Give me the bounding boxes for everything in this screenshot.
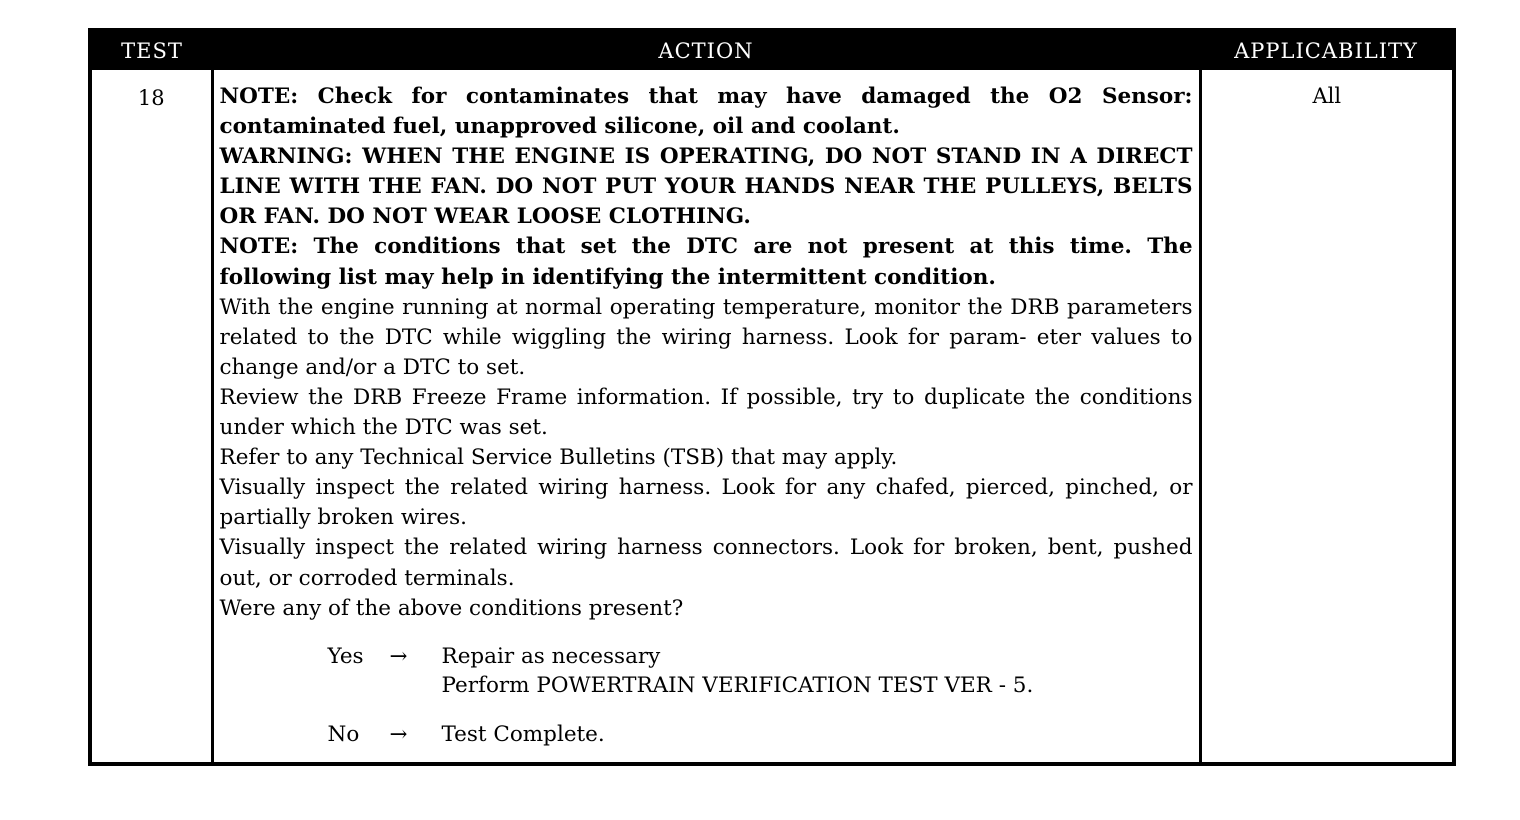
outcome-yes-result [442, 642, 1034, 700]
outcome-no [328, 720, 1193, 749]
step-review-freeze-frame: Review the DRB Freeze Frame information. If possible, try to duplicate the conditions under which the DTC was set. [219, 384, 1193, 441]
outcome-yes-line: Perform POWERTRAIN VERIFICATION TEST VER - 5. [441, 672, 1034, 698]
step-inspect-connectors: Visually inspect the related wiring harness connectors. Look for broken, bent, pushed out, or corroded terminals. [219, 535, 1193, 591]
outcome-no-result [442, 720, 605, 749]
arrow-right-icon: → [389, 721, 408, 747]
note-contaminates: NOTE: Check for contaminates that may have damaged the O2 Sensor: contaminated fuel, unapproved silicone, oil and coolant. [219, 84, 1193, 140]
outcome-yes-label: Yes [327, 643, 364, 669]
outcome-yes-line: Repair as necessary [441, 643, 661, 669]
outcome-no-line: Test Complete. [441, 721, 605, 747]
test-number: 18 [137, 86, 165, 110]
step-refer-tsb: Refer to any Technical Service Bulletins (TSB) that may apply. [219, 445, 898, 471]
outcome-no-label: No [327, 721, 360, 747]
step-monitor-drb: With the engine running at normal operating temperature, monitor the DRB parameters related to the DTC while wiggling the wiring harness. Look for param- eter values to change and/or a DTC to set. [219, 294, 1193, 380]
step-inspect-harness: Visually inspect the related wiring harness. Look for any chafed, pierced, pinched, or partially broken wires. [219, 475, 1193, 531]
outcome-yes [328, 642, 1193, 700]
arrow-right-icon: → [389, 643, 408, 669]
table-row [90, 70, 1454, 764]
table-header-row [90, 30, 1454, 70]
note-conditions: NOTE: The conditions that set the DTC are not present at this time. The following list may help in identifying the intermittent condition. [219, 234, 1193, 290]
warning-engine-operating: WARNING: WHEN THE ENGINE IS OPERATING, DO NOT STAND IN A DIRECT LINE WITH THE FAN. DO NOT PUT YOUR HANDS NEAR THE PULLEYS, BELTS OR FAN. DO NOT WEAR LOOSE CLOTHING. [219, 144, 1193, 230]
action-cell [212, 70, 1200, 764]
question-conditions-present: Were any of the above conditions present? [219, 595, 684, 621]
applicability-value: All [1200, 70, 1454, 764]
diagnostic-test-table [88, 28, 1456, 766]
header-applicability: APPLICABILITY [1200, 30, 1454, 70]
header-action: ACTION [212, 30, 1200, 70]
header-test: TEST [90, 30, 212, 70]
